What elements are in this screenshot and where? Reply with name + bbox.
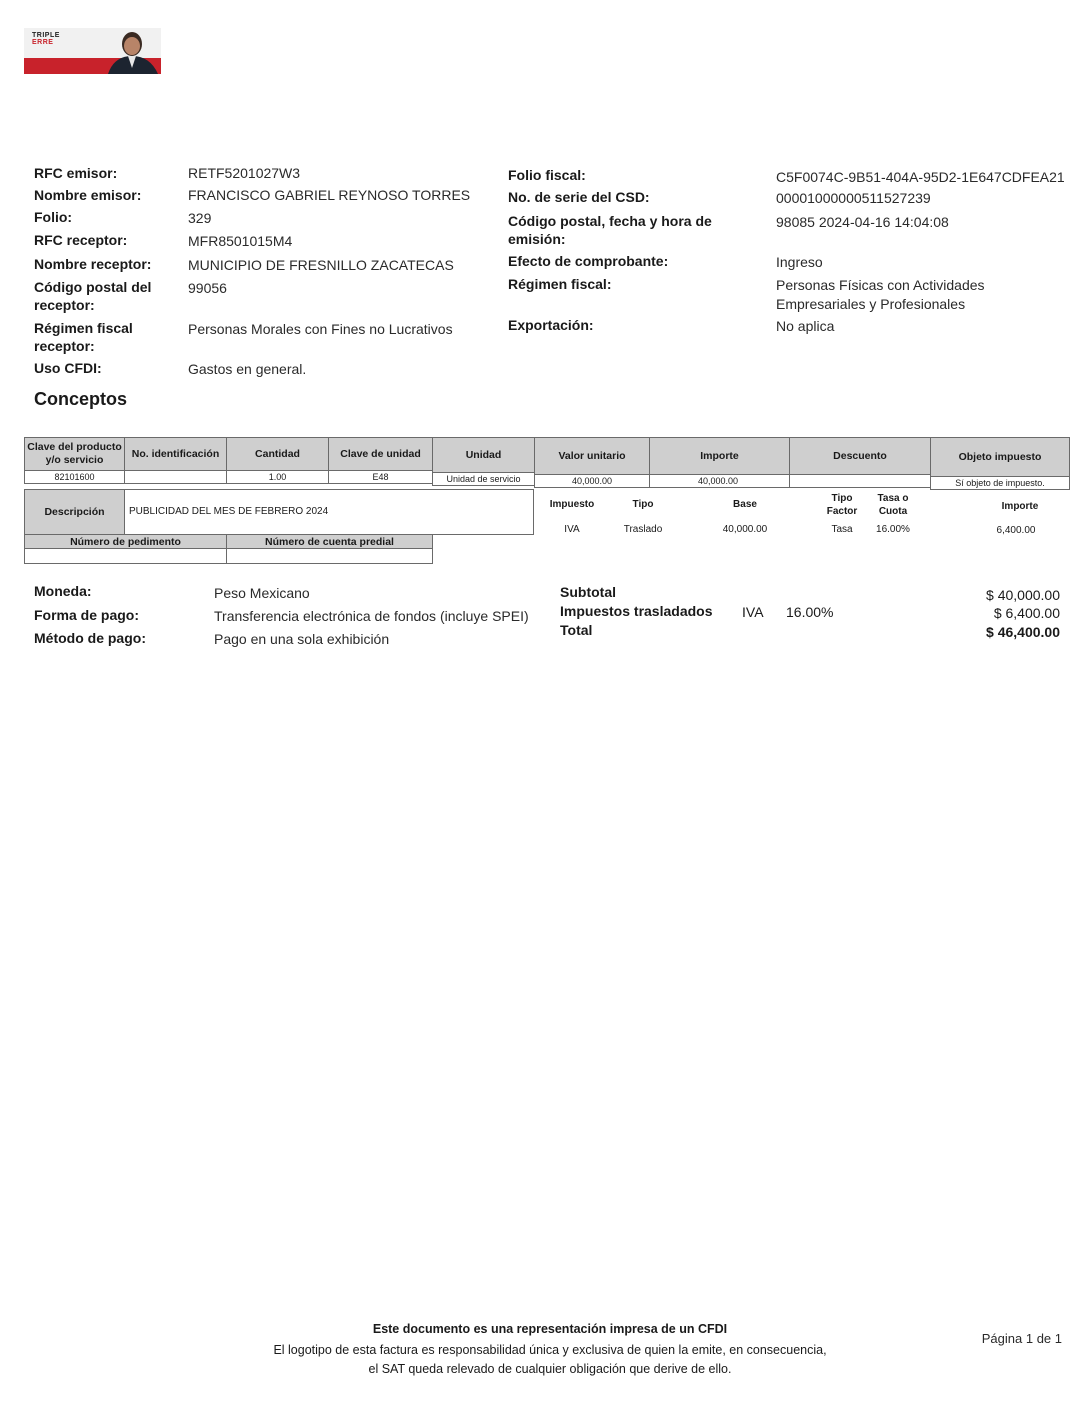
total-value: $ 46,400.00 [986, 624, 1060, 640]
header-clave-producto [24, 437, 125, 471]
nombre-receptor-label: Nombre receptor: [34, 256, 152, 272]
cp-fecha-label-2: emisión: [508, 231, 566, 247]
footer-line-3: el SAT queda relevado de cualquier obligación que derive de ello. [368, 1362, 732, 1376]
header-clave-unidad: Clave de unidad [328, 437, 433, 471]
logo-line-2: ERRE [32, 39, 54, 46]
row-clave-unidad: E48 [328, 470, 433, 484]
row-unidad: Unidad de servicio [432, 472, 535, 486]
metodo-pago-value: Pago en una sola exhibición [214, 631, 390, 647]
descripcion-value: PUBLICIDAD DEL MES DE FEBRERO 2024 [124, 489, 534, 535]
header-descuento: Descuento [789, 437, 931, 475]
tax-header-tasa-1: Tasa o [877, 493, 909, 504]
total-label: Total [560, 622, 593, 638]
tax-header-tipo: Tipo [632, 499, 654, 510]
subtotal-value: $ 40,000.00 [986, 587, 1060, 603]
impuestos-tipo: IVA [742, 604, 764, 620]
person-photo-icon [100, 28, 161, 74]
row-cantidad: 1.00 [226, 470, 329, 484]
tax-tasa: 16.00% [876, 524, 910, 535]
regimen-receptor-label-2: receptor: [34, 338, 95, 354]
row-valor-unitario: 40,000.00 [534, 474, 650, 488]
descripcion-label: Descripción [24, 489, 125, 535]
page-number: Página 1 de 1 [981, 1331, 1062, 1346]
tax-header-base: Base [733, 499, 757, 510]
header-importe: Importe [649, 437, 790, 475]
footer-line-2: El logotipo de esta factura es responsabilidad única y exclusiva de quien la emite, en consecuencia, [273, 1343, 827, 1357]
row-clave-producto: 82101600 [24, 470, 125, 484]
row-no-identificacion [124, 470, 227, 484]
rfc-receptor-value: MFR8501015M4 [188, 233, 293, 249]
regimen-fiscal-value-1: Personas Físicas con Actividades [776, 277, 985, 293]
folio-value: 329 [188, 210, 212, 226]
impuestos-trasladados-label: Impuestos trasladados [560, 603, 713, 619]
moneda-label: Moneda: [34, 583, 92, 599]
tax-tipo: Traslado [623, 524, 663, 535]
regimen-fiscal-value-2: Empresariales y Profesionales [776, 296, 966, 312]
impuestos-value: $ 6,400.00 [993, 605, 1060, 621]
tax-header-impuesto: Impuesto [549, 499, 595, 510]
cp-fecha-label-1: Código postal, fecha y hora de [508, 213, 712, 229]
footer-line-1: Este documento es una representación impresa de un CFDI [372, 1322, 728, 1336]
numero-cuenta-predial-value [226, 548, 433, 564]
regimen-receptor-label-1: Régimen fiscal [34, 320, 133, 336]
tax-header-importe: Importe [1001, 501, 1039, 512]
forma-pago-value: Transferencia electrónica de fondos (incluye SPEI) [214, 608, 529, 624]
rfc-emisor-label: RFC emisor: [34, 165, 118, 181]
header-no-identificacion: No. identificación [124, 437, 227, 471]
folio-label: Folio: [34, 209, 73, 225]
row-descuento [789, 474, 931, 488]
numero-pedimento-value [24, 548, 227, 564]
tax-tipo-factor: Tasa [831, 524, 853, 535]
header-cantidad: Cantidad [226, 437, 329, 471]
regimen-fiscal-label: Régimen fiscal: [508, 276, 612, 292]
nombre-receptor-value: MUNICIPIO DE FRESNILLO ZACATECAS [188, 257, 454, 273]
cp-fecha-value: 98085 2024-04-16 14:04:08 [776, 214, 949, 230]
tax-importe: 6,400.00 [996, 525, 1036, 536]
serie-csd-label: No. de serie del CSD: [508, 189, 650, 205]
rfc-receptor-label: RFC receptor: [34, 232, 128, 248]
efecto-value: Ingreso [776, 254, 823, 270]
logo-text [32, 32, 60, 46]
regimen-receptor-value: Personas Morales con Fines no Lucrativos [188, 321, 453, 337]
exportacion-label: Exportación: [508, 317, 594, 333]
tax-header-tipo-factor-2: Factor [826, 506, 858, 517]
rfc-emisor-value: RETF5201027W3 [188, 165, 301, 181]
uso-cfdi-label: Uso CFDI: [34, 360, 102, 376]
logo-line-1: TRIPLE [32, 32, 60, 39]
cp-receptor-value: 99056 [188, 280, 227, 296]
conceptos-title: Conceptos [34, 389, 128, 409]
subtotal-label: Subtotal [560, 584, 616, 600]
impuestos-tasa: 16.00% [786, 604, 834, 620]
serie-csd-value: 00001000000511527239 [776, 190, 931, 206]
row-importe: 40,000.00 [649, 474, 790, 488]
tax-base: 40,000.00 [722, 524, 768, 535]
company-logo [24, 28, 161, 74]
exportacion-value: No aplica [776, 318, 835, 334]
header-clave-line-2: y/o servicio [45, 454, 104, 466]
forma-pago-label: Forma de pago: [34, 607, 140, 623]
header-objeto-impuesto: Objeto impuesto [930, 437, 1070, 477]
tax-header-tasa-cuota [862, 491, 924, 519]
moneda-value: Peso Mexicano [214, 585, 310, 601]
uso-cfdi-value: Gastos en general. [188, 361, 307, 377]
header-valor-unitario: Valor unitario [534, 437, 650, 475]
header-unidad: Unidad [432, 437, 535, 473]
cp-receptor-label-2: receptor: [34, 297, 95, 313]
numero-pedimento-label: Número de pedimento [24, 534, 227, 549]
folio-fiscal-label: Folio fiscal: [508, 167, 586, 183]
metodo-pago-label: Método de pago: [34, 630, 146, 646]
numero-cuenta-predial-label: Número de cuenta predial [226, 534, 433, 549]
nombre-emisor-value: FRANCISCO GABRIEL REYNOSO TORRES [188, 187, 471, 203]
cp-receptor-label-1: Código postal del [34, 279, 152, 295]
folio-fiscal-value: C5F0074C-9B51-404A-95D2-1E647CDFEA21 [776, 169, 1065, 185]
tax-header-tasa-2: Cuota [878, 506, 908, 517]
row-objeto-impuesto: Sí objeto de impuesto. [930, 476, 1070, 490]
header-clave-line-1: Clave del producto [27, 441, 122, 453]
tax-impuesto: IVA [564, 524, 580, 535]
nombre-emisor-label: Nombre emisor: [34, 187, 142, 203]
tax-header-tipo-factor-1: Tipo [831, 493, 853, 504]
efecto-label: Efecto de comprobante: [508, 253, 669, 269]
